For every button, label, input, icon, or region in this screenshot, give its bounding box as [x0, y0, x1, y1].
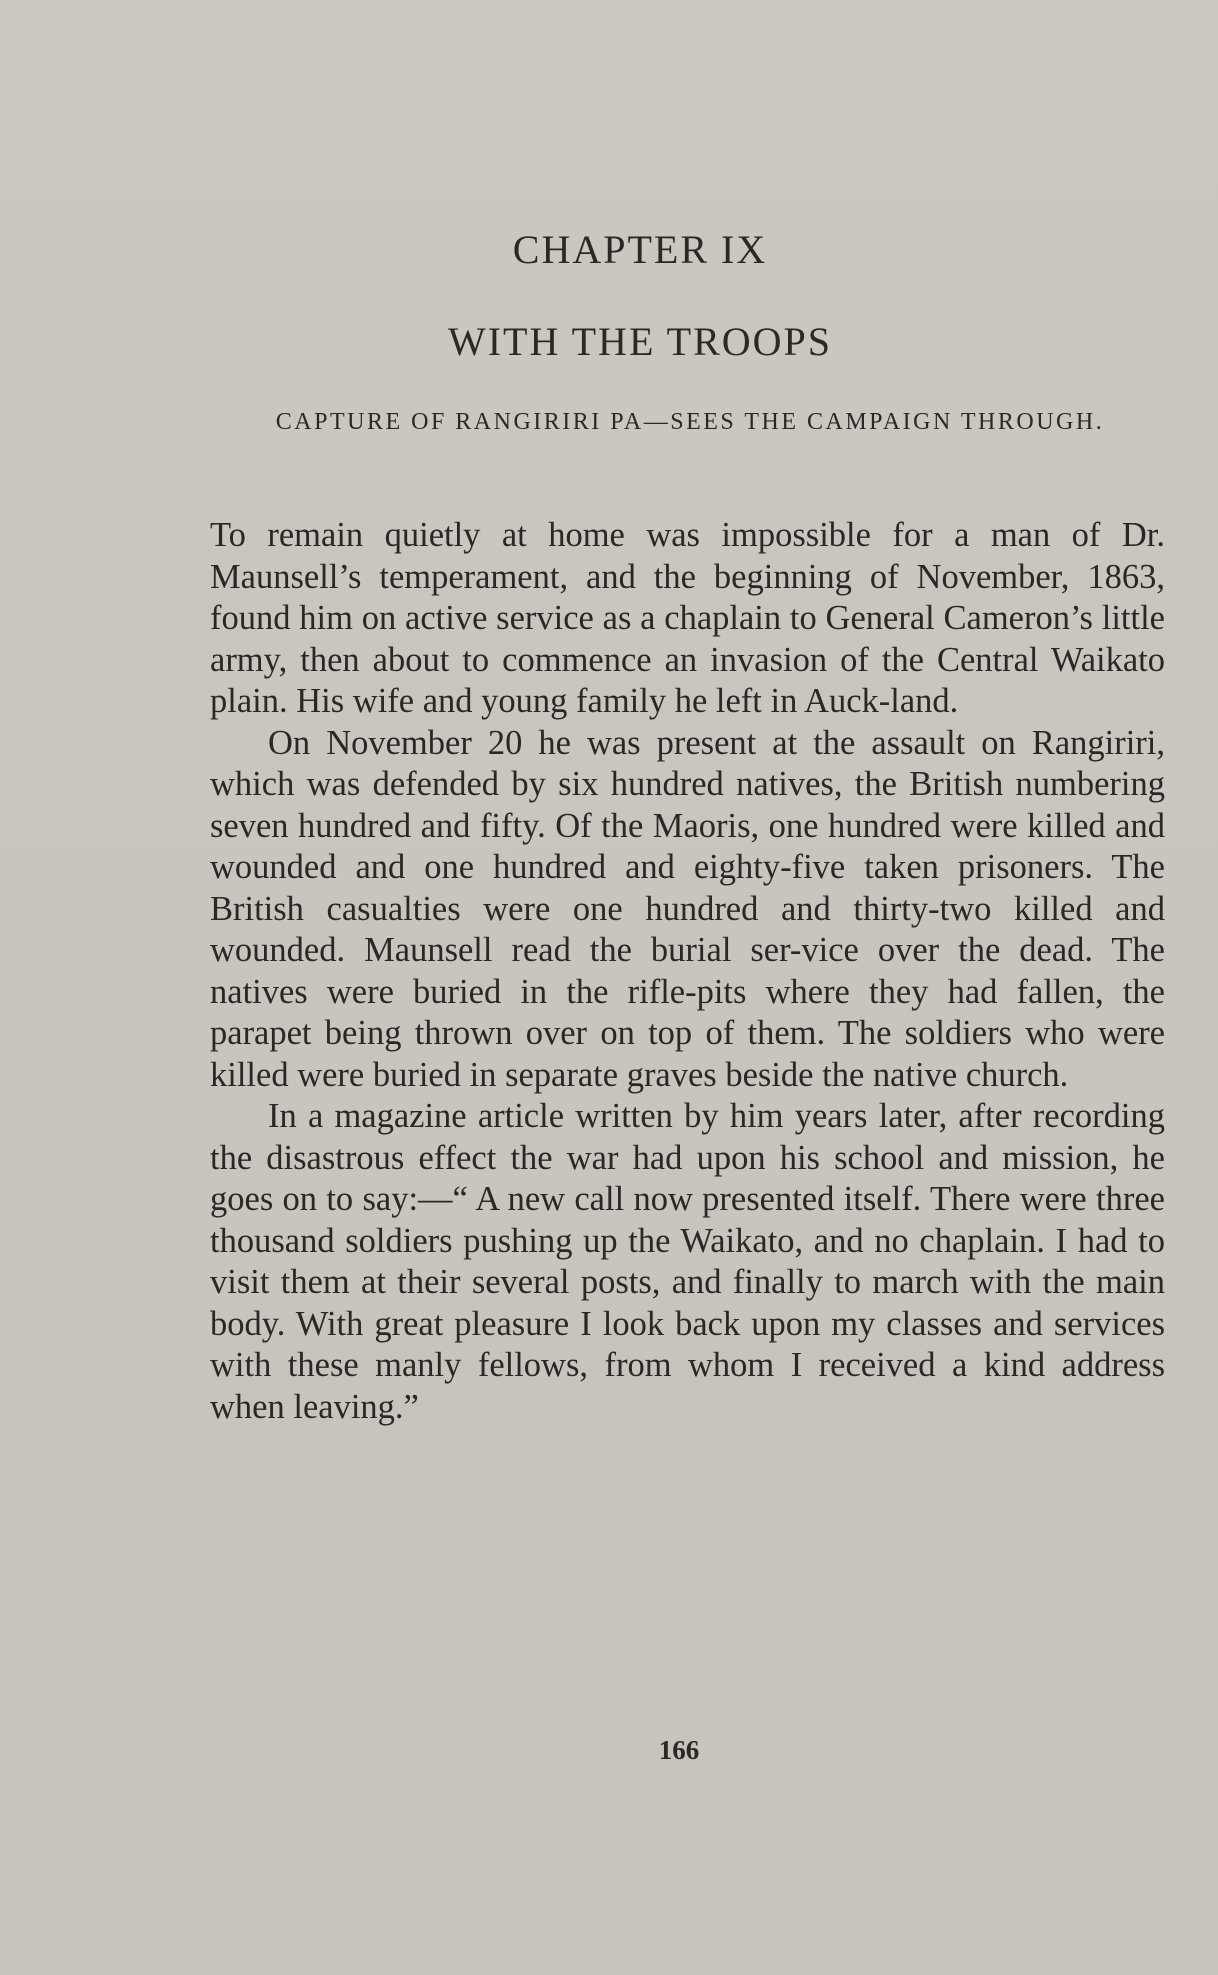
chapter-summary: CAPTURE OF RANGIRIRI PA—SEES THE CAMPAIGN THROUGH.: [275, 409, 1105, 435]
paragraph: In a magazine article written by him years later, after recording the disastrous effect the war had upon his school and mission, he goes on to say:—“ A new call now presented itself. There were three thousand soldiers pushing up the Waikato, and no chaplain. I had to visit them at their several posts, and finally to march with the main body. With great pleasure I look back upon my classes and services with these manly fellows, from whom I received a kind address when leaving.”: [210, 1097, 1165, 1426]
paragraph: On November 20 he was present at the assault on Rangiriri, which was defended by six hundred natives, the British numbering seven hundred and fifty. Of the Maoris, one hundred were killed and wounded and one hundred and eighty-five taken prisoners. The British casualties were one hundred and thirty-two killed and wounded. Maunsell read the burial ser-vice over the dead. The natives were buried in the rifle-pits where they had fallen, the parapet being thrown over on top of them. The soldiers who were killed were buried in separate graves beside the native church.: [210, 723, 1165, 1094]
page-number: 166: [658, 1735, 700, 1765]
chapter-number: CHAPTER IX: [512, 227, 768, 272]
paragraph: To remain quietly at home was impossible for a man of Dr. Maunsell’s temperament, and the beginning of November, 1863, found him on active service as a chaplain to General Cameron’s little army, then about to commence an invasion of the Central Waikato plain. His wife and young family he left in Auck-land.: [210, 516, 1165, 720]
chapter-title: WITH THE TROOPS: [447, 319, 833, 364]
chapter-body: [210, 515, 1165, 1428]
